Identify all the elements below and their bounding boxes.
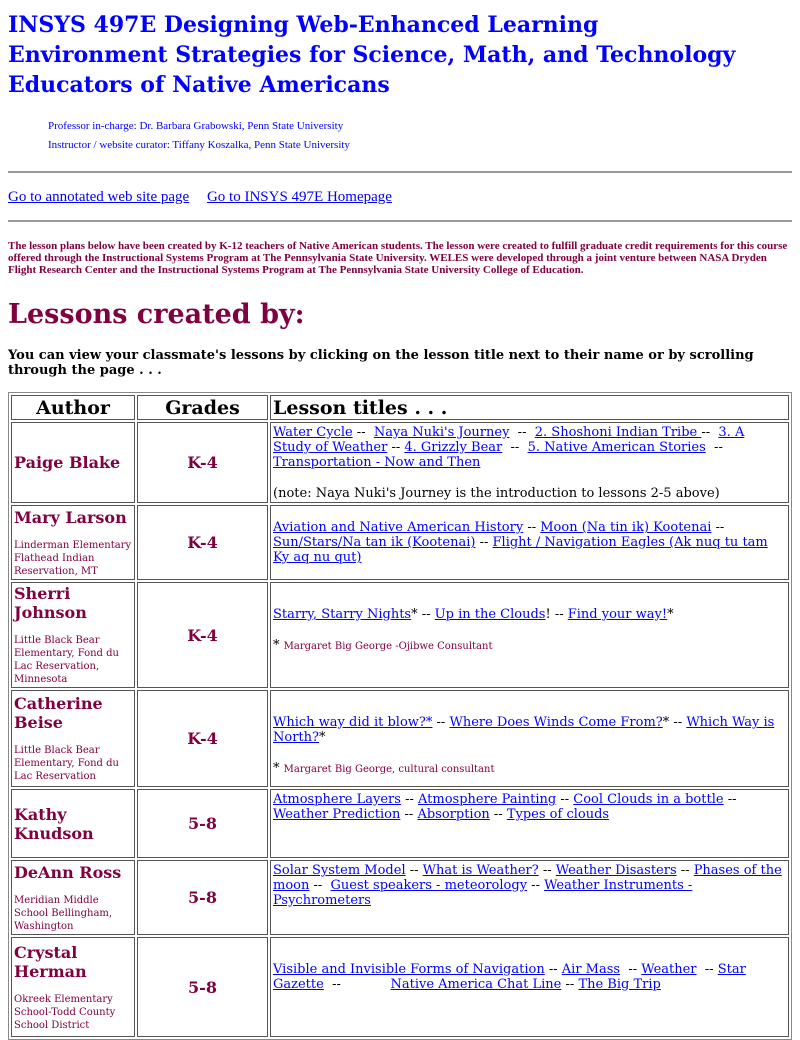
separator: --: [527, 878, 545, 893]
separator: --: [701, 425, 719, 440]
separator: --: [502, 440, 528, 455]
lessons-cell: [270, 690, 789, 787]
separator: --: [523, 520, 541, 535]
table-row: [11, 789, 789, 858]
separator: ! --: [545, 607, 568, 622]
separator: --: [711, 520, 729, 535]
grades-cell: K-4: [137, 690, 268, 787]
lessons-cell: [270, 789, 789, 858]
author-school: Okreek Elementary School-Todd County School District: [14, 993, 116, 1031]
lesson-link[interactable]: Cool Clouds in a bottle: [573, 792, 724, 807]
lesson-link[interactable]: Aviation and Native American History: [273, 520, 524, 535]
author-school: Linderman Elementary Flathead Indian Reservation, MT: [14, 539, 132, 577]
page: [8, 0, 792, 1040]
author-name: Catherine Beise: [14, 694, 103, 732]
table-row: [11, 505, 789, 580]
lesson-link[interactable]: Phases of the moon: [273, 863, 782, 893]
lessons-cell: [270, 505, 789, 580]
lesson-link[interactable]: Atmosphere Layers: [273, 792, 401, 807]
consultant-name: Margaret Big George, cultural consultant: [283, 764, 495, 775]
table-row: [11, 860, 789, 935]
lessons-cell: [270, 582, 789, 688]
lesson-link[interactable]: Visible and Invisible Forms of Navigation: [273, 962, 545, 977]
separator: * --: [411, 607, 435, 622]
separator: --: [556, 792, 574, 807]
lesson-link[interactable]: Atmosphere Painting: [418, 792, 557, 807]
table-header-row: [11, 395, 789, 420]
author-cell: [11, 505, 135, 580]
lesson-link[interactable]: Where Does Winds Come From?: [449, 715, 663, 730]
title-line: Environment Strategies for Science, Math, and Technology: [8, 42, 736, 68]
annotated-site-link[interactable]: Go to annotated web site page: [8, 189, 190, 205]
lesson-link[interactable]: Moon (Na tin ik) Kootenai: [540, 520, 712, 535]
separator: --: [475, 535, 493, 550]
lesson-link[interactable]: Weather Disasters: [555, 863, 677, 878]
author-cell: [11, 582, 135, 688]
separator: --: [676, 863, 694, 878]
separator: *: [667, 607, 674, 622]
asterisk: *: [273, 761, 284, 776]
asterisk: *: [273, 638, 284, 653]
author-school: Little Black Bear Elementary, Fond du Lac Reservation: [14, 745, 119, 782]
lesson-link[interactable]: Transportation - Now and Then: [273, 455, 481, 470]
separator: --: [705, 440, 732, 455]
title-line: Educators of Native Americans: [8, 72, 390, 98]
lesson-link[interactable]: Sun/Stars/Na tan ik (Kootenai): [273, 535, 476, 550]
section-heading: Lessons created by:: [8, 299, 305, 330]
lesson-link[interactable]: 5. Native American Stories: [527, 440, 706, 455]
author-name: Mary Larson: [14, 507, 127, 527]
table-row: [11, 422, 789, 503]
lesson-link[interactable]: What is Weather?: [422, 863, 539, 878]
grades-cell: K-4: [137, 582, 268, 688]
separator: *: [318, 730, 326, 745]
lesson-link[interactable]: Flight / Navigation Eagles (Ak nuq tu tam Ky aq nu qut): [273, 535, 768, 565]
separator: --: [538, 863, 556, 878]
title-line: INSYS 497E Designing Web-Enhanced Learning: [8, 12, 599, 38]
lessons-cell: [270, 937, 789, 1037]
table-row: [11, 582, 789, 688]
separator: --: [323, 977, 391, 992]
consultant-note: [273, 761, 786, 777]
lesson-link[interactable]: The Big Trip: [578, 977, 661, 992]
lesson-link[interactable]: 2. Shoshoni Indian Tribe: [534, 425, 702, 440]
author-school: Little Black Bear Elementary, Fond du Lac Reservation, Minnesota: [14, 635, 119, 685]
table-body: [11, 422, 789, 1037]
divider: [8, 171, 792, 173]
grades-cell: 5-8: [137, 860, 268, 935]
separator: * --: [662, 715, 687, 730]
lesson-link[interactable]: 4. Grizzly Bear: [404, 440, 503, 455]
lesson-link[interactable]: Weather Prediction: [273, 807, 401, 822]
header-author: Author: [11, 395, 135, 420]
separator: --: [561, 977, 579, 992]
author-cell: [11, 690, 135, 787]
author-name: Sherri Johnson: [14, 584, 87, 622]
separator: --: [352, 425, 374, 440]
lesson-link[interactable]: Star Gazette: [273, 962, 746, 992]
grades-cell: K-4: [137, 422, 268, 503]
table-row: [11, 937, 789, 1037]
separator: --: [400, 807, 418, 822]
professor-credit: Professor in-charge: Dr. Barbara Grabowski, Penn State University: [48, 120, 344, 132]
author-cell: [11, 789, 135, 858]
header-grades: Grades: [137, 395, 268, 420]
nav-links: [8, 189, 792, 206]
page-title: [8, 0, 792, 100]
separator: --: [387, 440, 405, 455]
lesson-link[interactable]: Which Way is North?: [273, 715, 775, 745]
separator: --: [432, 715, 450, 730]
lesson-link[interactable]: Naya Nuki's Journey: [373, 425, 510, 440]
homepage-link[interactable]: Go to INSYS 497E Homepage: [206, 189, 392, 205]
separator: --: [696, 962, 718, 977]
lesson-link[interactable]: Weather Instruments - Psychrometers: [273, 878, 693, 908]
author-name: Paige Blake: [14, 453, 121, 472]
divider: [8, 220, 792, 222]
lesson-link[interactable]: 3. A Study of Weather: [273, 425, 745, 455]
separator: --: [489, 807, 507, 822]
separator: --: [400, 792, 419, 807]
lesson-link[interactable]: Absorption: [417, 807, 490, 822]
grades-cell: 5-8: [137, 789, 268, 858]
separator: --: [309, 878, 331, 893]
lesson-link[interactable]: Find your way!: [567, 607, 668, 622]
table-row: [11, 690, 789, 787]
lessons-table: [8, 392, 792, 1040]
author-name: Kathy Knudson: [14, 804, 94, 843]
author-school: Meridian Middle School Bellingham, Washington: [14, 894, 113, 932]
separator: --: [620, 962, 642, 977]
instructor-credit: Instructor / website curator: Tiffany Koszalka, Penn State University: [48, 139, 350, 151]
author-cell: [11, 937, 135, 1037]
lesson-link[interactable]: Which way did it blow?*: [273, 715, 433, 730]
lesson-link[interactable]: Water Cycle: [273, 425, 353, 440]
lesson-link[interactable]: Air Mass: [561, 962, 621, 977]
lessons-cell: [270, 422, 789, 503]
consultant-note: [273, 638, 786, 654]
author-name: Crystal Herman: [14, 942, 87, 981]
author-cell: [11, 860, 135, 935]
lesson-link[interactable]: Guest speakers - meteorology: [330, 878, 528, 893]
header-lessons: Lesson titles . . .: [270, 395, 789, 420]
intro-text: The lesson plans below have been created by K-12 teachers of Native American students. The lesson were created to fulfill graduate credit requirements for this course offered through the Instructional Systems Program at The Pennsylvania State University. WELES were developed through a joint venture between NASA Dryden Flight Research Center and the Instructional Systems Program at The Pennsylvania State University College of Education.: [8, 240, 788, 276]
author-cell: [11, 422, 135, 503]
consultant-name: Margaret Big George -Ojibwe Consultant: [283, 641, 493, 652]
instructions-text: You can view your classmate's lessons by clicking on the lesson title next to their name or by scrolling through the page . . .: [8, 348, 754, 378]
lesson-note: (note: Naya Nuki's Journey is the introduction to lessons 2-5 above): [273, 486, 720, 501]
grades-cell: 5-8: [137, 937, 268, 1037]
lesson-link[interactable]: Types of clouds: [506, 807, 610, 822]
lesson-link[interactable]: Starry, Starry Nights: [273, 607, 412, 622]
separator: --: [544, 962, 562, 977]
lesson-link[interactable]: Solar System Model: [273, 863, 406, 878]
separator: --: [723, 792, 741, 807]
grades-cell: K-4: [137, 505, 268, 580]
lesson-link[interactable]: Up in the Clouds: [434, 607, 546, 622]
separator: --: [405, 863, 423, 878]
separator: --: [509, 425, 535, 440]
credits: [48, 120, 792, 158]
lesson-link[interactable]: Weather: [641, 962, 697, 977]
author-name: DeAnn Ross: [14, 862, 122, 882]
lessons-cell: [270, 860, 789, 935]
lesson-link[interactable]: Native America Chat Line: [390, 977, 562, 992]
